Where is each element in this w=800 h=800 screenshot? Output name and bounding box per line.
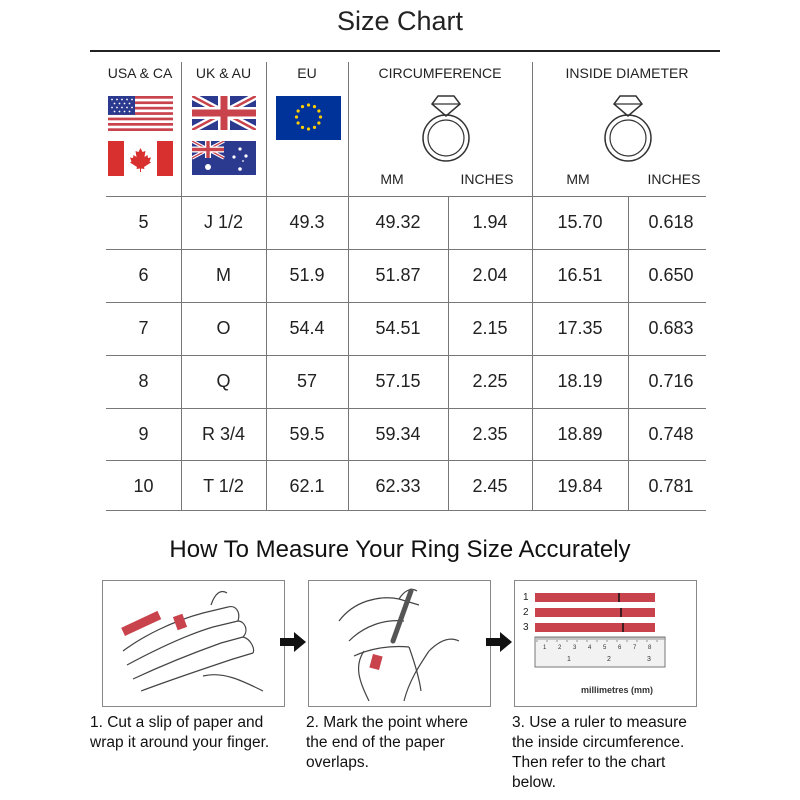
us-flag-icon <box>108 96 173 131</box>
cell-dia-mm: 17.35 <box>557 318 603 338</box>
cell-circ-in: 2.15 <box>472 318 508 338</box>
cell-uk: R 3/4 <box>201 424 246 444</box>
subheader-dia-mm: MM <box>566 171 590 187</box>
ring-icon <box>418 92 474 164</box>
australia-flag-icon <box>192 141 256 175</box>
cell-circ-in: 2.35 <box>472 424 508 444</box>
step1-illustration <box>102 580 285 707</box>
cell-uk: J 1/2 <box>203 212 244 232</box>
cell-eu: 49.3 <box>289 212 325 232</box>
step2-caption: 2. Mark the point where the end of the paper overlaps. <box>306 714 468 771</box>
cell-dia-mm: 18.89 <box>557 424 603 444</box>
cell-eu: 57 <box>296 371 318 391</box>
cell-us: 5 <box>138 212 149 232</box>
cell-eu: 54.4 <box>289 318 325 338</box>
cell-uk: O <box>216 318 231 338</box>
cell-dia-in: 0.650 <box>648 265 694 285</box>
strip-label: 1 <box>523 592 529 603</box>
ruler-inch: 1 <box>567 656 571 663</box>
subheader-circ-inches: INCHES <box>460 171 514 187</box>
cell-circ-mm: 54.51 <box>375 318 421 338</box>
cell-circ-in: 2.25 <box>472 371 508 391</box>
cell-eu: 59.5 <box>289 424 325 444</box>
cell-uk: M <box>216 265 231 285</box>
ruler-inch: 2 <box>607 656 611 663</box>
cell-dia-mm: 15.70 <box>557 212 603 232</box>
cell-eu: 51.9 <box>289 265 325 285</box>
header-circumference: CIRCUMFERENCE <box>378 65 502 81</box>
cell-circ-in: 2.04 <box>472 265 508 285</box>
cell-us: 10 <box>133 476 154 496</box>
strip-label: 3 <box>523 622 529 633</box>
title-rule <box>90 50 720 52</box>
header-inside-diameter: INSIDE DIAMETER <box>565 65 689 81</box>
cell-circ-in: 2.45 <box>472 476 508 496</box>
step3-illustration <box>514 580 697 707</box>
cell-dia-in: 0.716 <box>648 371 694 391</box>
canada-flag-icon <box>108 141 173 176</box>
step2-illustration <box>308 580 491 707</box>
ruler-number: 8 <box>648 645 652 651</box>
cell-uk: Q <box>216 371 231 391</box>
ruler-number: 5 <box>603 645 607 651</box>
strip-label: 2 <box>523 607 529 618</box>
ruler-inch: 3 <box>647 656 651 663</box>
cell-dia-mm: 16.51 <box>557 265 603 285</box>
cell-dia-in: 0.683 <box>648 318 694 338</box>
cell-us: 7 <box>138 318 149 338</box>
cell-dia-mm: 19.84 <box>557 476 603 496</box>
ruler-unit-label: millimetres (mm) <box>581 685 654 695</box>
cell-circ-in: 1.94 <box>472 212 508 232</box>
ring-icon <box>600 92 656 164</box>
ruler-number: 6 <box>618 645 622 651</box>
ruler-diagram <box>515 581 695 705</box>
hand-wrap-icon <box>103 581 283 705</box>
eu-flag-icon <box>276 96 341 140</box>
step1-caption: 1. Cut a slip of paper and wrap it around your finger. <box>90 714 270 751</box>
ruler-number: 2 <box>558 645 562 651</box>
page-title: Size Chart <box>336 6 464 36</box>
cell-uk: T 1/2 <box>203 476 244 496</box>
uk-flag-icon <box>192 96 256 130</box>
cell-dia-mm: 18.19 <box>557 371 603 391</box>
cell-us: 9 <box>138 424 149 444</box>
cell-circ-mm: 62.33 <box>375 476 421 496</box>
cell-eu: 62.1 <box>289 476 325 496</box>
subheader-dia-inches: INCHES <box>647 171 701 187</box>
cell-us: 8 <box>138 371 149 391</box>
cell-circ-mm: 59.34 <box>375 424 421 444</box>
arrow-right-icon <box>486 632 512 652</box>
ruler-number: 4 <box>588 645 592 651</box>
cell-dia-in: 0.748 <box>648 424 694 444</box>
header-uk: UK & AU <box>195 65 252 81</box>
ruler-number: 1 <box>543 645 547 651</box>
subheader-circ-mm: MM <box>380 171 404 187</box>
cell-circ-mm: 57.15 <box>375 371 421 391</box>
header-usa: USA & CA <box>107 65 173 81</box>
header-eu: EU <box>297 65 317 81</box>
cell-circ-mm: 51.87 <box>375 265 421 285</box>
step3-caption: 3. Use a ruler to measure the inside circumference. Then refer to the chart below. <box>512 714 687 791</box>
cell-dia-in: 0.618 <box>648 212 694 232</box>
ruler-number: 7 <box>633 645 637 651</box>
arrow-right-icon <box>280 632 306 652</box>
cell-dia-in: 0.781 <box>648 476 694 496</box>
howto-title: How To Measure Your Ring Size Accurately <box>169 536 631 563</box>
cell-us: 6 <box>138 265 149 285</box>
cell-circ-mm: 49.32 <box>375 212 421 232</box>
ruler-number: 3 <box>573 645 577 651</box>
hand-mark-icon <box>309 581 489 705</box>
